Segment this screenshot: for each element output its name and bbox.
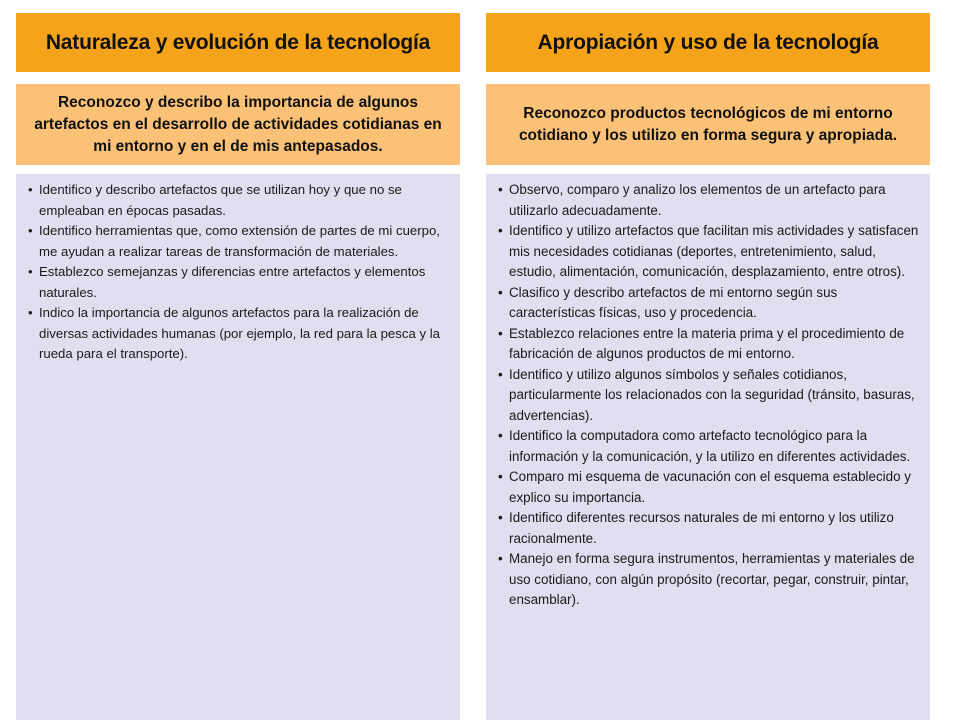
list-item: • Observo, comparo y analizo los elementos de un artefacto para utilizarlo adecuadamente. [496,180,920,221]
right-item-list [496,180,920,611]
left-column [16,0,460,720]
left-column-title: Naturaleza y evolución de la tecnología [16,13,460,72]
list-item: • Clasifico y describo artefactos de mi entorno según sus características físicas, uso y procedencia. [496,283,920,324]
list-item: • Identifico diferentes recursos naturales de mi entorno y los utilizo racionalmente. [496,508,920,549]
right-column-subtitle: Reconozco productos tecnológicos de mi entorno cotidiano y los utilizo en forma segura y apropiada. [486,84,930,165]
left-column-body [16,174,460,720]
list-item: • Establezco semejanzas y diferencias entre artefactos y elementos naturales. [26,262,450,303]
list-item: • Identifico y utilizo artefactos que facilitan mis actividades y satisfacen mis necesidades cotidianas (deportes, entretenimiento, salud, estudio, alimentación, comunicación, desplazamiento, entre otros). [496,221,920,283]
list-item: • Identifico y utilizo algunos símbolos y señales cotidianos, particularmente los relacionados con la seguridad (tránsito, basuras, advertencias). [496,365,920,427]
list-item: • Identifico y describo artefactos que se utilizan hoy y que no se empleaban en épocas pasadas. [26,180,450,221]
right-column-title: Apropiación y uso de la tecnología [486,13,930,72]
left-column-subtitle: Reconozco y describo la importancia de algunos artefactos en el desarrollo de actividades cotidianas en mi entorno y en el de mis antepasados. [16,84,460,165]
right-column-body [486,174,930,720]
list-item: • Manejo en forma segura instrumentos, herramientas y materiales de uso cotidiano, con algún propósito (recortar, pegar, construir, pintar, ensamblar). [496,549,920,611]
list-item: • Indico la importancia de algunos artefactos para la realización de diversas actividades humanas (por ejemplo, la red para la pesca y la rueda para el transporte). [26,303,450,365]
list-item: • Identifico herramientas que, como extensión de partes de mi cuerpo, me ayudan a realizar tareas de transformación de materiales. [26,221,450,262]
list-item: • Establezco relaciones entre la materia prima y el procedimiento de fabricación de algunos productos de mi entorno. [496,324,920,365]
right-column [486,0,930,720]
list-item: • Identifico la computadora como artefacto tecnológico para la información y la comunicación, y la utilizo en diferentes actividades. [496,426,920,467]
list-item: • Comparo mi esquema de vacunación con el esquema establecido y explico su importancia. [496,467,920,508]
left-item-list [26,180,450,365]
